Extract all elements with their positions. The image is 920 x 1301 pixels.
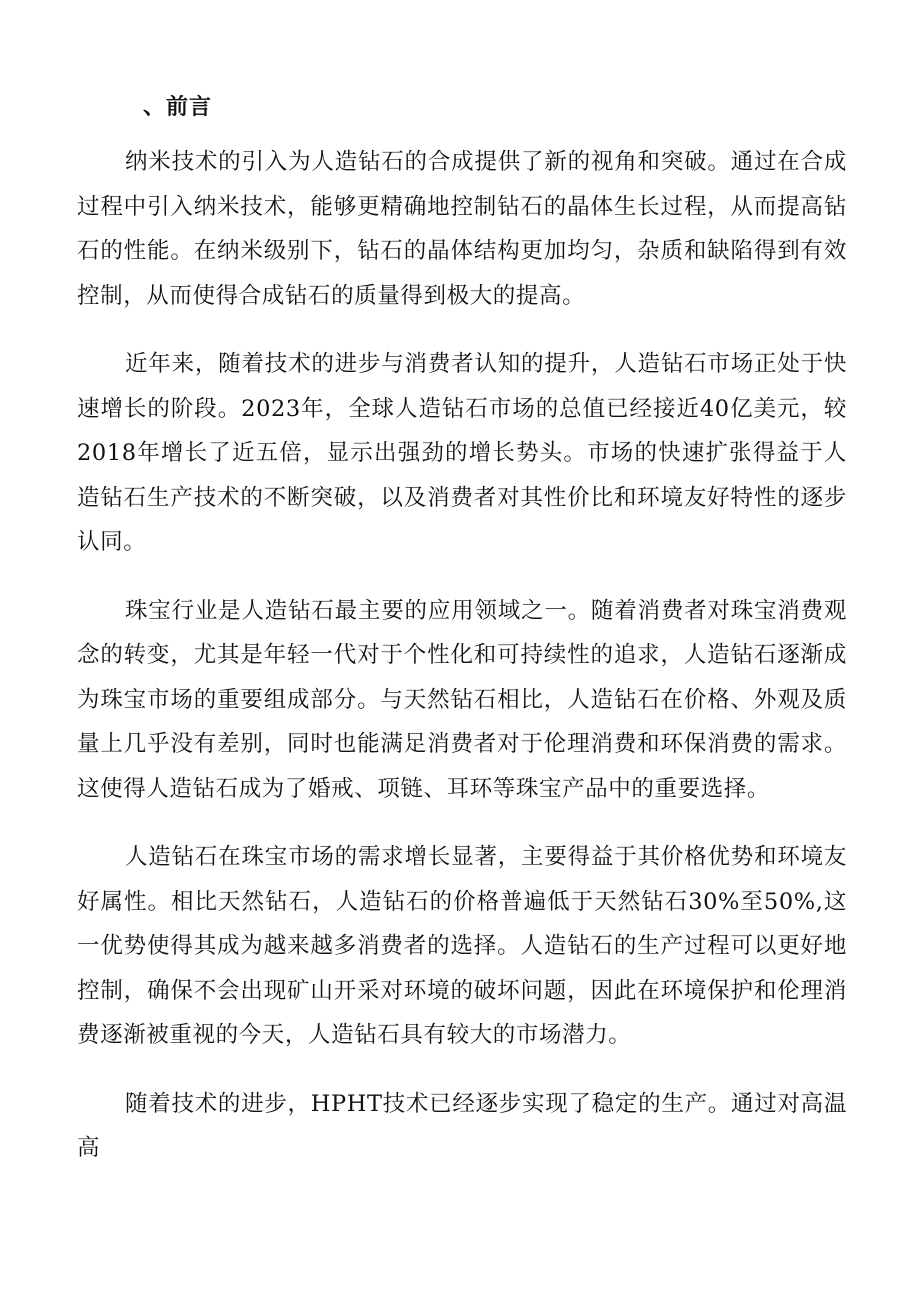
paragraph-market-growth: 近年来，随着技术的进步与消费者认知的提升，人造钻石市场正处于快速增长的阶段。2023年，全球人造钻石市场的总值已经接近40亿美元，较2018年增长了近五倍，显示出强劲的增长势头。市场的快速扩张得益于人造钻石生产技术的不断突破，以及消费者对其性价比和环境友好特性的逐步认同。 [77,351,847,555]
paragraph-price-advantage: 人造钻石在珠宝市场的需求增长显著，主要得益于其价格优势和环境友好属性。相比天然钻石，人造钻石的价格普遍低于天然钻石30%至50%,这一优势使得其成为越来越多消费者的选择。人造钻石的生产过程可以更好地控制，确保不会出现矿山开采对环境的破坏问题，因此在环境保护和伦理消费逐渐被重视的今天，人造钻石具有较大的市场潜力。 [77,844,847,1048]
paragraph-jewelry-industry: 珠宝行业是人造钻石最主要的应用领域之一。随着消费者对珠宝消费观念的转变，尤其是年轻一代对于个性化和可持续性的追求，人造钻石逐渐成为珠宝市场的重要组成部分。与天然钻石相比，人造钻石在价格、外观及质量上几乎没有差别，同时也能满足消费者对于伦理消费和环保消费的需求。这使得人造钻石成为了婚戒、项链、耳环等珠宝产品中的重要选择。 [77,597,847,802]
paragraph-hpht: 随着技术的进步，HPHT技术已经逐步实现了稳定的生产。通过对高温高 [77,1090,847,1161]
document-body [77,140,847,1195]
paragraph-nanotech: 纳米技术的引入为人造钻石的合成提供了新的视角和突破。通过在合成过程中引入纳米技术，能够更精确地控制钻石的晶体生长过程，从而提高钻石的性能。在纳米级别下，钻石的晶体结构更加均匀，杂质和缺陷得到有效控制，从而使得合成钻石的质量得到极大的提高。 [77,149,847,309]
section-heading: 、前言 [143,94,213,120]
